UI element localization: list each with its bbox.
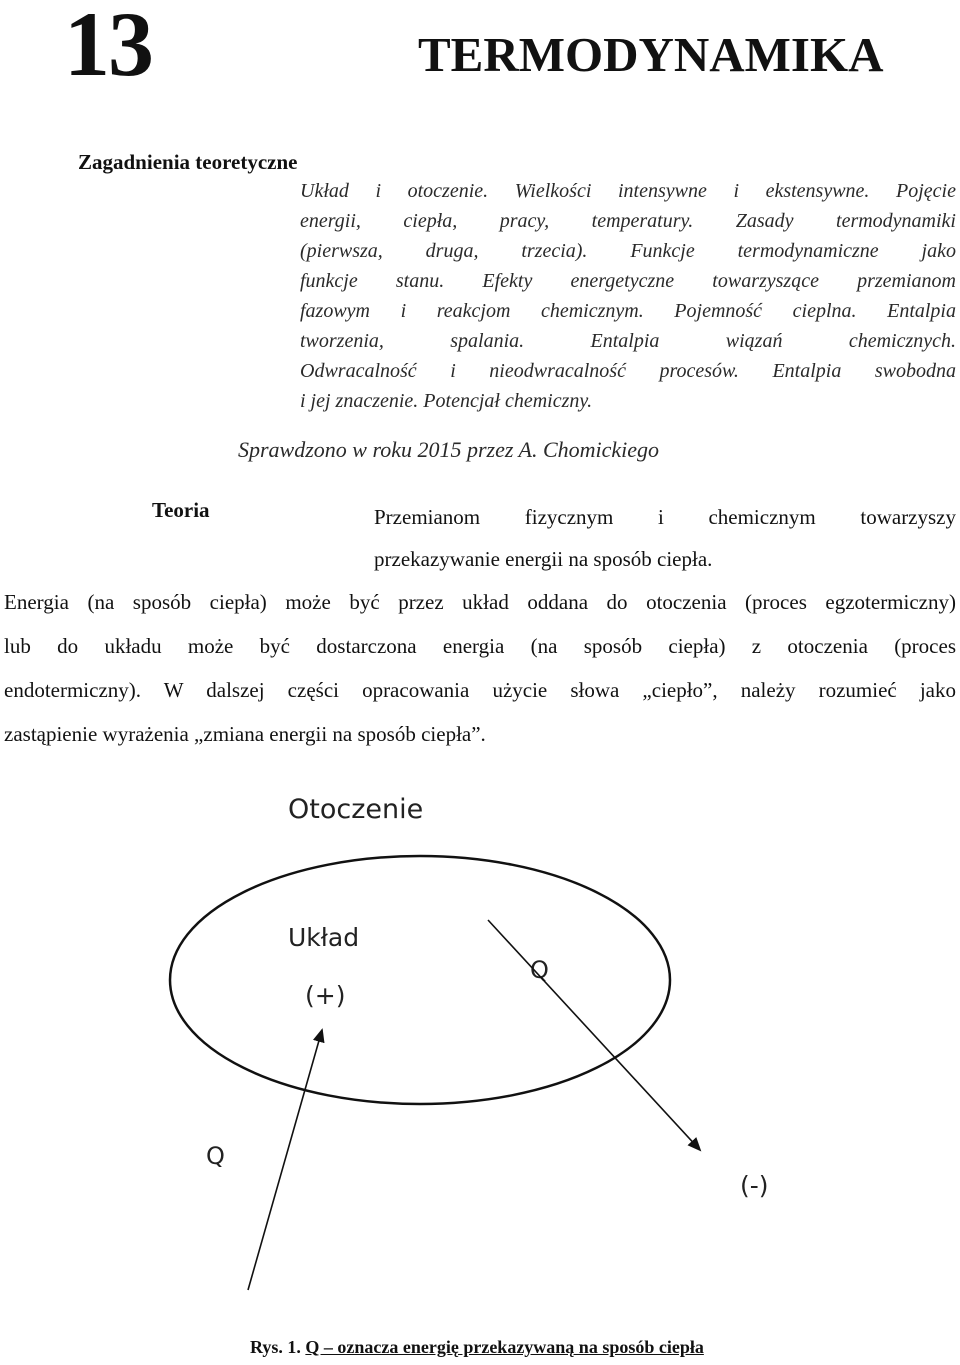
chapter-number: 13 xyxy=(64,0,152,95)
theory-label: Teoria xyxy=(152,498,210,522)
theory-intro xyxy=(374,496,956,580)
heat-in-arrow xyxy=(248,1030,322,1290)
caption-text: Q – oznacza energię przekazywaną na sposób ciepła xyxy=(305,1337,704,1357)
topics-line: i jej znaczenie. Potencjał chemiczny. xyxy=(300,390,593,412)
system-ellipse xyxy=(170,856,670,1104)
topics-body xyxy=(300,176,956,416)
surroundings-label: Otoczenie xyxy=(288,794,424,825)
figure-caption xyxy=(250,1337,704,1358)
theory-intro-line: przekazywanie energii na sposób ciepła. xyxy=(374,547,713,571)
topics-line: (pierwsza, druga, trzecia). Funkcje termodynamiczne jako xyxy=(300,240,956,262)
topics-line: Układ i otoczenie. Wielkości intensywne i ekstensywne. Pojęcie xyxy=(300,180,956,202)
heat-out-arrow xyxy=(488,920,700,1150)
topics-line: funkcje stanu. Efekty energetyczne towarzyszące przemianom xyxy=(300,270,956,292)
checked-note: Sprawdzono w roku 2015 przez A. Chomickiego xyxy=(238,437,660,462)
heat-out-label: Q xyxy=(530,956,549,984)
theory-paragraph-line: lub do układu może być dostarczona energia (na sposób ciepła) z otoczenia (proces xyxy=(4,634,956,658)
topics-heading: Zagadnienia teoretyczne xyxy=(78,150,298,174)
theory-paragraph-line: Energia (na sposób ciepła) może być przez układ oddana do otoczenia (proces egzotermiczny) xyxy=(4,590,956,614)
topics-line: Odwracalność i nieodwracalność procesów. Entalpia swobodna xyxy=(300,360,956,382)
topics-line: fazowym i reakcjom chemicznym. Pojemność cieplna. Entalpia xyxy=(300,300,956,322)
chapter-title: TERMODYNAMIKA xyxy=(418,27,884,82)
caption-prefix: Rys. 1. xyxy=(250,1337,301,1357)
minus-sign: (-) xyxy=(740,1171,769,1200)
theory-paragraph-line: endotermiczny). W dalszej części opracowania użycie słowa „ciepło”, należy rozumieć jako xyxy=(4,678,956,702)
theory-paragraph xyxy=(4,580,956,756)
plus-sign: (+) xyxy=(305,981,346,1010)
system-label: Układ xyxy=(288,923,360,952)
theory-paragraph-line: zastąpienie wyrażenia „zmiana energii na sposób ciepła”. xyxy=(4,722,486,746)
topics-line: tworzenia, spalania. Entalpia wiązań chemicznych. xyxy=(300,330,956,352)
theory-intro-line: Przemianom fizycznym i chemicznym towarzyszy xyxy=(374,505,956,529)
heat-in-label: Q xyxy=(206,1142,225,1170)
heat-transfer-diagram xyxy=(0,780,960,1300)
topics-line: energii, ciepła, pracy, temperatury. Zasady termodynamiki xyxy=(300,210,956,232)
